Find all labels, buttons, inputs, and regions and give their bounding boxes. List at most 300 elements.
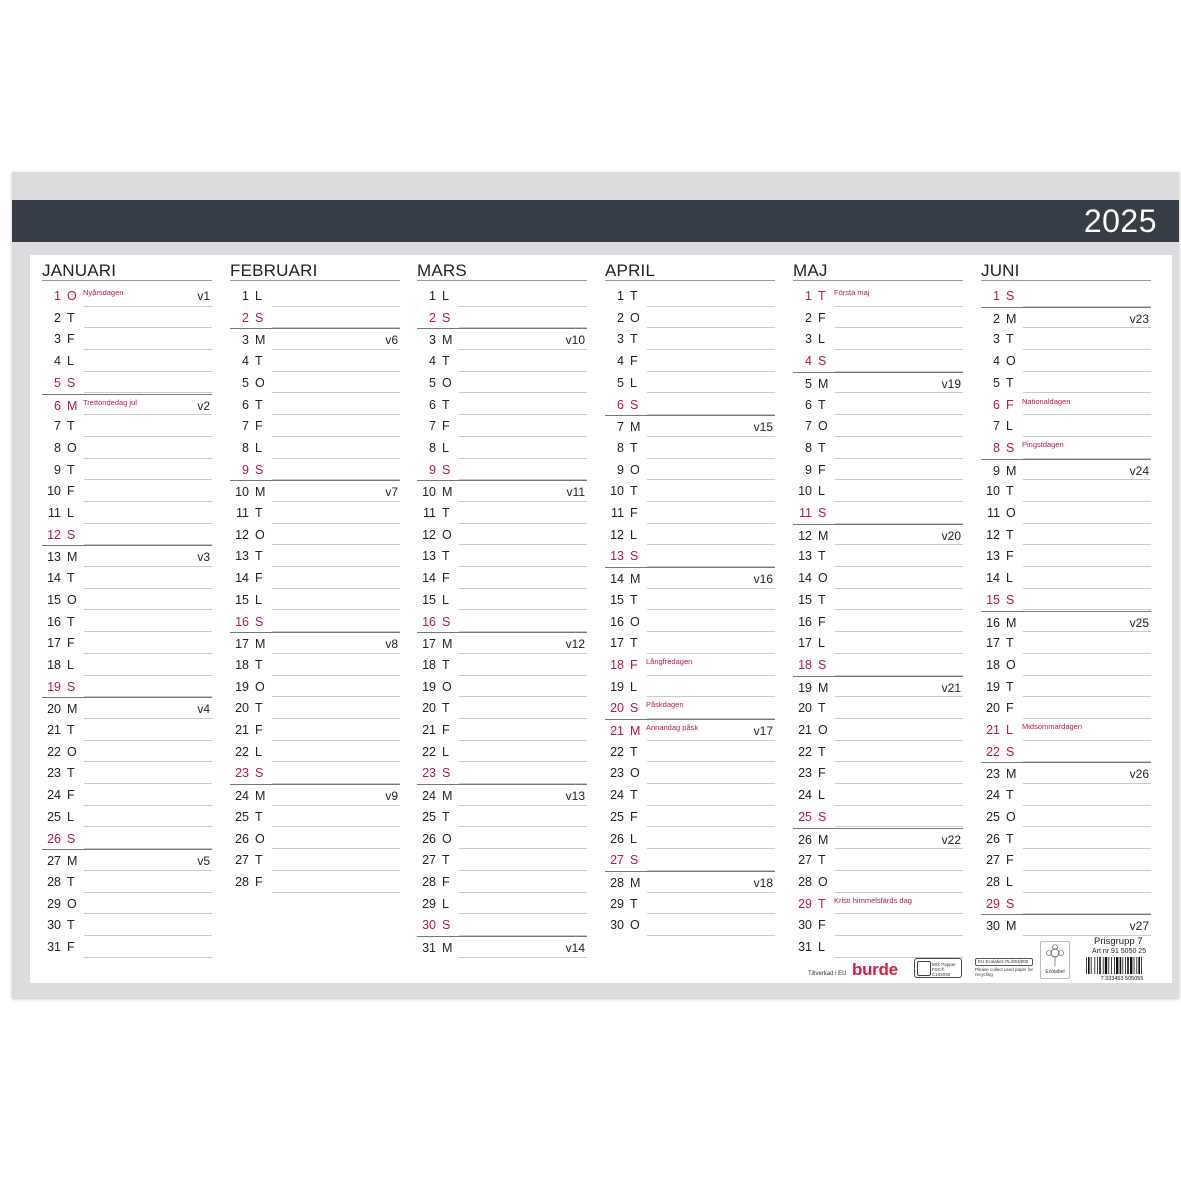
day-number: 22 bbox=[47, 744, 61, 759]
day-row bbox=[981, 415, 1151, 437]
weekday-letter: S bbox=[1006, 744, 1015, 759]
weekday-letter: L bbox=[442, 289, 449, 303]
day-number: 14 bbox=[422, 571, 436, 586]
weekday-letter: T bbox=[67, 918, 75, 933]
weekday-letter: O bbox=[630, 766, 640, 781]
weekday-letter: S bbox=[1006, 289, 1015, 303]
day-number: 23 bbox=[986, 767, 1000, 782]
weekday-letter: M bbox=[818, 680, 829, 695]
week-number: v22 bbox=[941, 832, 961, 847]
day-row bbox=[793, 545, 963, 567]
day-row bbox=[42, 372, 212, 394]
day-row bbox=[605, 372, 775, 394]
day-number: 3 bbox=[805, 332, 812, 347]
weekday-letter: S bbox=[1006, 440, 1015, 455]
weekday-letter: T bbox=[67, 614, 75, 629]
weekday-letter: M bbox=[818, 832, 829, 847]
calendar-sheet bbox=[12, 172, 1179, 998]
day-row bbox=[605, 459, 775, 481]
day-row bbox=[981, 567, 1151, 589]
day-row bbox=[417, 415, 587, 437]
day-row bbox=[605, 654, 775, 676]
day-number: 28 bbox=[47, 874, 61, 889]
weekday-letter: T bbox=[442, 549, 450, 564]
day-number: 9 bbox=[429, 462, 436, 477]
day-row bbox=[417, 849, 587, 871]
month-column-juni bbox=[981, 255, 1151, 970]
weekday-letter: O bbox=[442, 831, 452, 846]
day-number: 7 bbox=[242, 419, 249, 434]
weekday-letter: L bbox=[630, 527, 637, 542]
weekday-letter: T bbox=[1006, 831, 1014, 846]
day-row bbox=[793, 480, 963, 502]
day-row bbox=[793, 307, 963, 329]
day-row bbox=[981, 307, 1151, 329]
day-number: 21 bbox=[235, 723, 249, 737]
weekday-letter: M bbox=[1006, 919, 1017, 934]
day-row bbox=[230, 654, 400, 676]
weekday-letter: F bbox=[630, 354, 638, 369]
weekday-letter: L bbox=[67, 809, 74, 824]
day-number: 29 bbox=[422, 896, 436, 911]
day-number: 18 bbox=[47, 657, 61, 672]
day-number: 4 bbox=[242, 354, 249, 369]
day-number: 25 bbox=[986, 809, 1000, 824]
month-name: MARS bbox=[417, 261, 467, 280]
weekday-letter: L bbox=[818, 484, 825, 499]
day-row bbox=[230, 307, 400, 329]
weekday-letter: F bbox=[1006, 549, 1014, 564]
weekday-letter: S bbox=[67, 679, 76, 694]
week-number: v27 bbox=[1129, 919, 1149, 934]
weekday-letter: O bbox=[255, 375, 265, 390]
svg-text:Ecolabel: Ecolabel bbox=[1045, 969, 1065, 975]
day-number: 25 bbox=[798, 809, 812, 824]
weekday-letter: O bbox=[67, 896, 77, 911]
weekday-letter: T bbox=[818, 289, 826, 303]
day-row bbox=[793, 632, 963, 654]
day-row bbox=[230, 632, 400, 654]
day-number: 10 bbox=[422, 485, 436, 500]
day-row bbox=[417, 828, 587, 850]
weekday-letter: F bbox=[818, 462, 826, 477]
day-row bbox=[42, 480, 212, 502]
day-number: 13 bbox=[235, 549, 249, 564]
day-row bbox=[42, 697, 212, 719]
day-number: 6 bbox=[242, 397, 249, 412]
day-number: 2 bbox=[429, 310, 436, 325]
week-number: v26 bbox=[1129, 767, 1149, 782]
day-row bbox=[793, 372, 963, 394]
weekday-letter: O bbox=[255, 831, 265, 846]
day-number: 9 bbox=[805, 462, 812, 477]
weekday-letter: T bbox=[442, 506, 450, 520]
day-row bbox=[230, 394, 400, 416]
day-number: 7 bbox=[805, 419, 812, 434]
weekday-letter: F bbox=[442, 419, 450, 434]
day-row bbox=[793, 611, 963, 633]
day-row bbox=[417, 676, 587, 698]
day-row bbox=[981, 806, 1151, 828]
day-row bbox=[230, 676, 400, 698]
weekday-letter: L bbox=[818, 332, 825, 347]
day-row bbox=[793, 914, 963, 936]
weekday-letter: T bbox=[442, 809, 450, 824]
weekday-letter: L bbox=[442, 744, 449, 759]
day-number: 3 bbox=[54, 332, 61, 347]
weekday-letter: F bbox=[255, 571, 263, 586]
day-number: 2 bbox=[242, 310, 249, 325]
weekday-letter: S bbox=[67, 527, 76, 542]
holiday-label: Pingstdagen bbox=[1022, 439, 1064, 449]
day-row bbox=[42, 914, 212, 936]
day-row bbox=[417, 762, 587, 784]
day-number: 16 bbox=[986, 615, 1000, 630]
weekday-letter: L bbox=[630, 375, 637, 390]
weekday-letter: M bbox=[67, 854, 78, 869]
weekday-letter: M bbox=[442, 789, 453, 804]
day-row bbox=[793, 762, 963, 784]
weekday-letter: L bbox=[255, 289, 262, 303]
day-row bbox=[230, 350, 400, 372]
day-row bbox=[981, 524, 1151, 546]
day-number: 23 bbox=[610, 766, 624, 781]
day-number: 31 bbox=[47, 940, 61, 954]
day-number: 2 bbox=[617, 310, 624, 325]
weekday-letter: F bbox=[1006, 853, 1014, 868]
day-row bbox=[417, 893, 587, 915]
day-row bbox=[981, 828, 1151, 850]
day-number: 12 bbox=[986, 527, 1000, 542]
day-number: 13 bbox=[47, 550, 61, 565]
day-row bbox=[417, 437, 587, 459]
weekday-letter: T bbox=[818, 853, 826, 868]
weekday-letter: F bbox=[67, 484, 75, 499]
day-number: 11 bbox=[423, 506, 436, 520]
weekday-letter: T bbox=[818, 549, 826, 564]
day-row bbox=[42, 502, 212, 524]
weekday-letter: T bbox=[67, 571, 75, 586]
holiday-label: Långfredagen bbox=[646, 656, 693, 666]
weekday-letter: F bbox=[442, 571, 450, 586]
weekday-letter: S bbox=[630, 549, 639, 564]
day-row bbox=[793, 871, 963, 893]
day-number: 7 bbox=[617, 420, 624, 435]
day-row bbox=[605, 697, 775, 719]
day-number: 9 bbox=[242, 462, 249, 477]
day-row bbox=[605, 589, 775, 611]
weekday-letter: O bbox=[442, 527, 452, 542]
day-number: 6 bbox=[617, 397, 624, 412]
week-number: v8 bbox=[385, 637, 398, 652]
day-row bbox=[981, 914, 1151, 936]
writing-line bbox=[1023, 935, 1151, 936]
day-number: 30 bbox=[798, 918, 812, 933]
day-number: 26 bbox=[235, 831, 249, 846]
day-number: 27 bbox=[610, 853, 624, 868]
weekday-letter: F bbox=[1006, 701, 1014, 716]
weekday-letter: T bbox=[818, 440, 826, 455]
day-row bbox=[230, 567, 400, 589]
weekday-letter: M bbox=[630, 875, 641, 890]
weekday-letter: M bbox=[67, 550, 78, 565]
calendar-panel bbox=[30, 255, 1172, 983]
day-number: 24 bbox=[47, 788, 61, 803]
weekday-letter: T bbox=[630, 744, 638, 759]
day-number: 14 bbox=[986, 571, 1000, 586]
day-row bbox=[793, 350, 963, 372]
weekday-letter: M bbox=[630, 572, 641, 587]
day-number: 21 bbox=[610, 724, 624, 738]
weekday-letter: O bbox=[630, 918, 640, 933]
weekday-letter: S bbox=[442, 918, 451, 933]
weekday-letter: L bbox=[818, 940, 825, 954]
day-row bbox=[605, 394, 775, 416]
weekday-letter: F bbox=[442, 723, 450, 737]
weekday-letter: F bbox=[255, 874, 263, 889]
weekday-letter: T bbox=[67, 462, 75, 477]
day-row bbox=[417, 806, 587, 828]
day-row bbox=[230, 784, 400, 806]
day-row bbox=[230, 328, 400, 350]
week-number: v19 bbox=[941, 376, 961, 391]
weekday-letter: T bbox=[1006, 484, 1014, 499]
day-number: 6 bbox=[54, 398, 61, 413]
day-number: 10 bbox=[235, 485, 249, 500]
day-number: 25 bbox=[235, 809, 249, 824]
weekday-letter: F bbox=[67, 332, 75, 347]
day-row bbox=[42, 676, 212, 698]
day-row bbox=[605, 741, 775, 763]
weekday-letter: O bbox=[818, 874, 828, 889]
day-row bbox=[605, 437, 775, 459]
barcode-digits: 7 333453 505055 bbox=[1100, 976, 1144, 981]
day-row bbox=[230, 697, 400, 719]
day-row bbox=[981, 849, 1151, 871]
weekday-letter: S bbox=[442, 614, 451, 629]
day-row bbox=[230, 372, 400, 394]
weekday-letter: S bbox=[442, 766, 451, 781]
week-number: v17 bbox=[753, 724, 773, 738]
weekday-letter: M bbox=[818, 376, 829, 391]
day-number: 2 bbox=[993, 311, 1000, 326]
day-number: 30 bbox=[986, 919, 1000, 934]
day-number: 8 bbox=[54, 440, 61, 455]
day-number: 3 bbox=[617, 332, 624, 347]
weekday-letter: S bbox=[630, 853, 639, 868]
day-row bbox=[981, 372, 1151, 394]
day-number: 12 bbox=[47, 527, 61, 542]
weekday-letter: T bbox=[442, 853, 450, 868]
day-row bbox=[793, 741, 963, 763]
day-number: 20 bbox=[610, 701, 624, 716]
weekday-letter: O bbox=[630, 310, 640, 325]
day-number: 26 bbox=[986, 831, 1000, 846]
day-row bbox=[981, 437, 1151, 459]
weekday-letter: T bbox=[67, 419, 75, 434]
weekday-letter: L bbox=[67, 354, 74, 369]
day-row bbox=[981, 480, 1151, 502]
day-number: 20 bbox=[422, 701, 436, 716]
weekday-letter: T bbox=[818, 592, 826, 607]
day-number: 7 bbox=[54, 419, 61, 434]
day-number: 2 bbox=[805, 310, 812, 325]
month-column-februari bbox=[230, 255, 400, 970]
day-row bbox=[605, 806, 775, 828]
month-column-januari bbox=[42, 255, 212, 970]
day-number: 21 bbox=[47, 723, 61, 737]
day-row bbox=[981, 762, 1151, 784]
day-number: 20 bbox=[986, 701, 1000, 716]
weekday-letter: S bbox=[255, 614, 264, 629]
day-row bbox=[417, 611, 587, 633]
day-row bbox=[230, 828, 400, 850]
day-row bbox=[605, 350, 775, 372]
day-number: 26 bbox=[610, 831, 624, 846]
holiday-label: Nationaldagen bbox=[1022, 396, 1071, 406]
day-row bbox=[42, 741, 212, 763]
day-number: 18 bbox=[798, 657, 812, 672]
day-row bbox=[230, 806, 400, 828]
weekday-letter: S bbox=[818, 657, 827, 672]
day-number: 13 bbox=[798, 549, 812, 564]
day-row bbox=[42, 524, 212, 546]
weekday-letter: O bbox=[67, 289, 77, 303]
price-group: Prisgrupp 7 bbox=[1094, 936, 1143, 947]
weekday-letter: O bbox=[442, 375, 452, 390]
day-row bbox=[417, 328, 587, 350]
day-row bbox=[793, 285, 963, 307]
day-number: 19 bbox=[47, 679, 61, 694]
weekday-letter: O bbox=[1006, 354, 1016, 369]
day-number: 17 bbox=[798, 636, 812, 651]
weekday-letter: T bbox=[818, 896, 826, 911]
weekday-letter: F bbox=[630, 657, 638, 672]
weekday-letter: L bbox=[1006, 419, 1013, 434]
weekday-letter: O bbox=[1006, 809, 1016, 824]
weekday-letter: T bbox=[67, 766, 75, 781]
day-row bbox=[793, 784, 963, 806]
weekday-letter: M bbox=[1006, 767, 1017, 782]
day-number: 28 bbox=[798, 874, 812, 889]
day-number: 13 bbox=[610, 549, 624, 564]
day-row bbox=[417, 567, 587, 589]
day-number: 7 bbox=[429, 419, 436, 434]
day-number: 6 bbox=[805, 397, 812, 412]
day-row bbox=[793, 502, 963, 524]
day-row bbox=[981, 459, 1151, 481]
week-number: v15 bbox=[753, 420, 773, 435]
day-number: 30 bbox=[422, 918, 436, 933]
day-number: 12 bbox=[422, 527, 436, 542]
day-row bbox=[42, 307, 212, 329]
weekday-letter: F bbox=[630, 506, 638, 520]
day-number: 11 bbox=[236, 506, 249, 520]
day-number: 21 bbox=[422, 723, 436, 737]
weekday-letter: M bbox=[442, 637, 453, 652]
day-number: 10 bbox=[798, 484, 812, 499]
day-number: 28 bbox=[610, 875, 624, 890]
weekday-letter: L bbox=[67, 506, 74, 520]
weekday-letter: T bbox=[1006, 788, 1014, 803]
day-row bbox=[605, 914, 775, 936]
holiday-label: Kristi himmelsfärds dag bbox=[834, 895, 912, 905]
week-number: v1 bbox=[197, 289, 210, 303]
weekday-letter: T bbox=[630, 484, 638, 499]
day-row bbox=[793, 567, 963, 589]
weekday-letter: L bbox=[1006, 723, 1013, 737]
weekday-letter: T bbox=[255, 853, 263, 868]
day-row bbox=[605, 676, 775, 698]
day-number: 16 bbox=[610, 614, 624, 629]
day-row bbox=[417, 545, 587, 567]
day-row bbox=[417, 350, 587, 372]
month-name: FEBRUARI bbox=[230, 261, 318, 280]
day-row bbox=[793, 697, 963, 719]
day-row bbox=[793, 654, 963, 676]
day-row bbox=[605, 567, 775, 589]
weekday-letter: S bbox=[818, 354, 827, 369]
day-number: 12 bbox=[610, 527, 624, 542]
weekday-letter: T bbox=[630, 289, 638, 303]
week-number: v2 bbox=[197, 398, 210, 413]
day-number: 19 bbox=[986, 679, 1000, 694]
weekday-letter: L bbox=[442, 896, 449, 911]
day-number: 13 bbox=[422, 549, 436, 564]
weekday-letter: O bbox=[442, 679, 452, 694]
fsc-text: MIX Papper FSC® C102030 bbox=[932, 962, 956, 977]
day-row bbox=[230, 871, 400, 893]
day-row bbox=[42, 545, 212, 567]
day-number: 17 bbox=[610, 636, 624, 651]
week-number: v9 bbox=[385, 789, 398, 804]
day-number: 1 bbox=[993, 289, 1000, 303]
day-number: 19 bbox=[422, 679, 436, 694]
weekday-letter: T bbox=[255, 549, 263, 564]
week-number: v21 bbox=[941, 680, 961, 695]
day-number: 5 bbox=[993, 375, 1000, 390]
day-row bbox=[981, 285, 1151, 307]
day-row bbox=[230, 545, 400, 567]
day-row bbox=[605, 545, 775, 567]
day-number: 31 bbox=[798, 940, 812, 954]
day-row bbox=[981, 502, 1151, 524]
weekday-letter: L bbox=[630, 679, 637, 694]
day-number: 21 bbox=[986, 723, 1000, 737]
writing-line bbox=[84, 957, 212, 958]
day-number: 5 bbox=[429, 375, 436, 390]
holiday-label: Påskdagen bbox=[646, 700, 684, 710]
day-row bbox=[981, 654, 1151, 676]
day-number: 8 bbox=[993, 440, 1000, 455]
weekday-letter: T bbox=[630, 896, 638, 911]
day-row bbox=[417, 741, 587, 763]
month-column-maj bbox=[793, 255, 963, 970]
day-number: 4 bbox=[805, 354, 812, 369]
weekday-letter: T bbox=[255, 657, 263, 672]
day-number: 26 bbox=[422, 831, 436, 846]
weekday-letter: F bbox=[818, 918, 826, 933]
day-row bbox=[230, 849, 400, 871]
day-number: 8 bbox=[429, 440, 436, 455]
weekday-letter: T bbox=[818, 744, 826, 759]
day-number: 10 bbox=[610, 484, 624, 499]
day-row bbox=[417, 372, 587, 394]
month-column-april bbox=[605, 255, 775, 970]
day-row bbox=[230, 611, 400, 633]
day-row bbox=[981, 784, 1151, 806]
weekday-letter: T bbox=[630, 788, 638, 803]
